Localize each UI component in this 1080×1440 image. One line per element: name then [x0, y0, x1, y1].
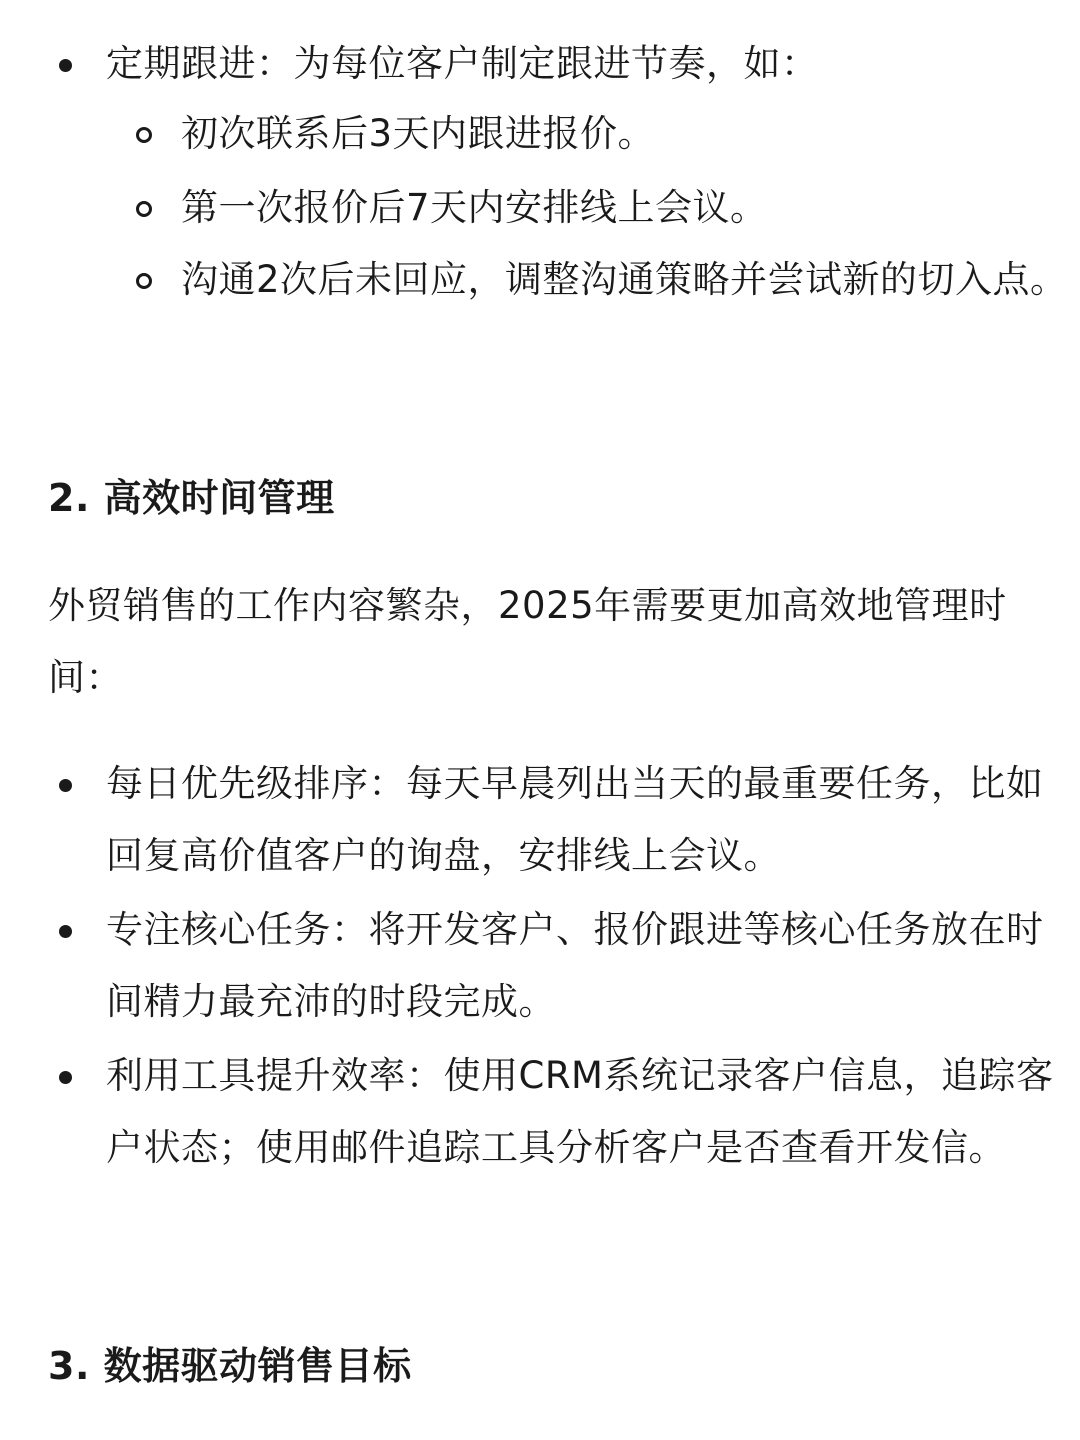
subitem-3: 沟通2次后未回应，调整沟通策略并尝试新的切入点。: [181, 258, 1068, 301]
subitem-2: 第一次报价后7天内安排线上会议。: [181, 186, 768, 229]
section-heading-3: 3. 数据驱动销售目标: [48, 1344, 412, 1388]
bullet-circle-icon: [136, 201, 152, 217]
bullet-circle-icon: [136, 127, 152, 143]
bullet-disc-icon: [59, 779, 72, 792]
bullet-tools: 利用工具提升效率：使用CRM系统记录客户信息，追踪客户状态；使用邮件追踪工具分析客户是否查看开发信。: [106, 1054, 1054, 1169]
section-intro: 外贸销售的工作内容繁杂，2025年需要更加高效地管理时间：: [48, 584, 1007, 699]
bullet-focus: 专注核心任务：将开发客户、报价跟进等核心任务放在时间精力最充沛的时段完成。: [106, 908, 1044, 1023]
bullet-priority: 每日优先级排序：每天早晨列出当天的最重要任务，比如回复高价值客户的询盘，安排线上会议。: [106, 762, 1044, 877]
bullet-circle-icon: [136, 273, 152, 289]
section-heading-2: 2. 高效时间管理: [48, 476, 335, 520]
bullet-followup: 定期跟进：为每位客户制定跟进节奏，如：: [106, 42, 819, 85]
bullet-disc-icon: [59, 1071, 72, 1084]
subitem-1: 初次联系后3天内跟进报价。: [181, 112, 656, 155]
bullet-disc-icon: [59, 925, 72, 938]
bullet-disc-icon: [59, 59, 72, 72]
